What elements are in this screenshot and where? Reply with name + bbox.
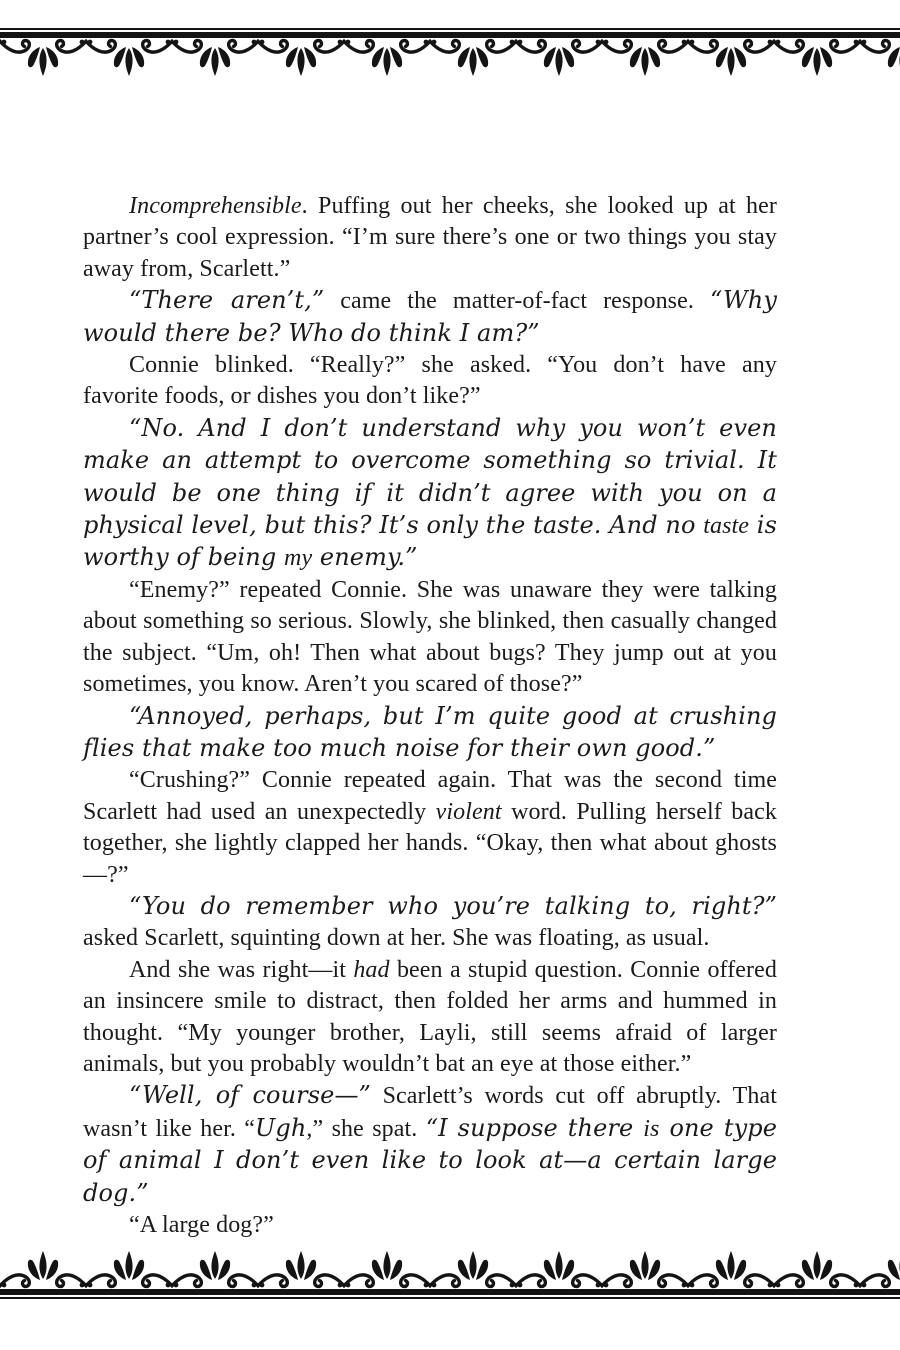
script-dialogue-run: “Why would there be? Who do think I am?”: [83, 286, 777, 347]
script-dialogue-run: “There aren’t,”: [129, 286, 325, 315]
emphasis-run: violent: [435, 798, 502, 825]
paragraph: [83, 955, 777, 1081]
script-dialogue-run: “I suppose there: [425, 1113, 644, 1142]
script-dialogue-run: “Annoyed, perhaps, but I’m quite good at crushing flies that make too much noise for their own good.”: [83, 701, 777, 762]
paragraph: [83, 1210, 777, 1241]
text-run: “A large dog?”: [129, 1212, 274, 1238]
paragraph: [83, 285, 777, 350]
paragraph: [83, 191, 777, 285]
text-run: word. Pulling herself back together, she lightly clapped her hands. “Okay, then what about ghosts—?”: [83, 798, 777, 888]
paragraph: [83, 891, 777, 955]
emphasis-run: taste: [703, 513, 750, 540]
text-run: ,” she spat.: [306, 1115, 426, 1142]
emphasis-run: Incomprehensible: [129, 193, 302, 219]
emphasis-run: my: [284, 545, 313, 572]
emphasis-run: had: [353, 956, 390, 983]
top-border-ornament: [0, 38, 900, 80]
bottom-border-ornament: [0, 1247, 900, 1289]
script-dialogue-run: “You do remember who you’re talking to, right?”: [129, 891, 777, 920]
paragraph: [83, 701, 777, 766]
paragraph: [83, 575, 777, 701]
top-border-thin-rule: [0, 28, 900, 30]
text-run: “Enemy?” repeated Connie. She was unaware they were talking about something so serious. Slowly, she blinked, then casually changed the subject. “Um, oh! Then what about bugs? They jump out at you sometimes, you know. Aren’t you scared of those?”: [83, 576, 777, 698]
bottom-border-thin-rule: [0, 1297, 900, 1299]
text-run: Connie blinked. “Really?” she asked. “You don’t have any favorite foods, or dishes you don’t like?”: [83, 352, 777, 410]
script-dialogue-run: Ugh: [255, 1113, 307, 1142]
text-run: asked Scarlett, squinting down at her. She was floating, as usual.: [83, 925, 710, 952]
paragraph: [83, 1080, 777, 1210]
script-dialogue-run: “No. And I don’t understand why you won’t even make an attempt to overcome something so trivial. It would be one thing if it didn’t agree with you on a physical level, but this? It’s only the taste. And no: [83, 413, 777, 540]
text-run: And she was right—it: [129, 956, 354, 983]
bottom-border-thick-rule: [0, 1289, 900, 1295]
script-dialogue-run: “Well, of course—”: [129, 1081, 371, 1110]
text-run: been a stupid question. Connie offered an insincere smile to distract, then folded her arms and hummed in thought. “My younger brother, Layli, still seems afraid of larger animals, but you probably wouldn’t bat an eye at those either.”: [83, 956, 777, 1077]
paragraph: [83, 413, 777, 575]
script-dialogue-run: one type of animal I don’t even like to look at—a certain large dog.”: [83, 1113, 778, 1207]
text-run: “Crushing?” Connie repeated again. That was the second time Scarlett had used an unexpectedly: [83, 767, 777, 825]
text-run: . Puffing out her cheeks, she looked up at her partner’s cool expression. “I’m sure there’s one or two things you stay away from, Scarlett.”: [83, 193, 777, 282]
script-dialogue-run: enemy.”: [312, 543, 418, 572]
text-run: came the matter-of-fact response.: [324, 288, 710, 315]
script-dialogue-run: is worthy of being: [83, 511, 777, 572]
text-run: Scarlett’s words cut off abruptly. That wasn’t like her. “: [83, 1083, 777, 1142]
paragraph: [83, 765, 777, 891]
paragraph: [83, 350, 777, 413]
emphasis-run: is: [643, 1115, 660, 1142]
page-text: [83, 191, 777, 1241]
